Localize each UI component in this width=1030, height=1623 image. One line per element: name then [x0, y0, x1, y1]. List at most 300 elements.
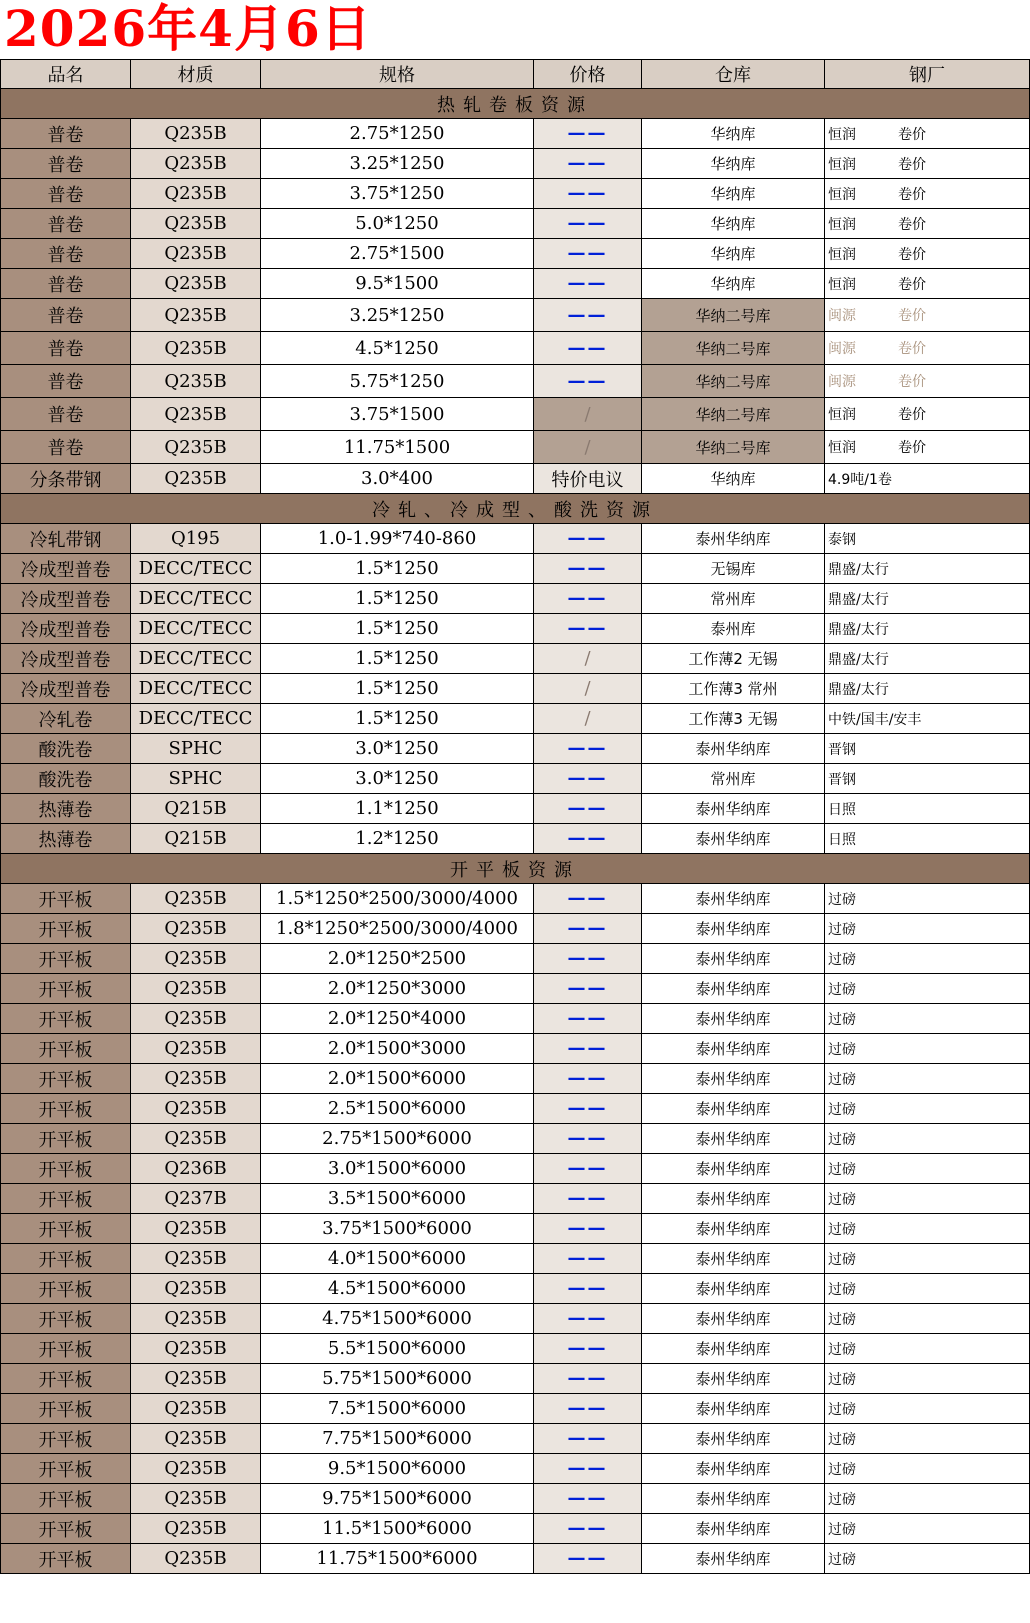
mill-cell — [825, 149, 1030, 179]
material-cell: Q235B — [131, 944, 261, 974]
price-cell — [534, 884, 642, 914]
table-row — [1, 1154, 1030, 1184]
table-row — [1, 584, 1030, 614]
mill-name: 鼎盛/太行 — [828, 561, 889, 578]
price-cell — [534, 1124, 642, 1154]
price-cell — [534, 914, 642, 944]
material-cell: SPHC — [131, 734, 261, 764]
mill-name: 闽源 — [828, 341, 856, 357]
price-value: —— — [567, 768, 608, 789]
price-cell — [534, 1154, 642, 1184]
price-cell — [534, 269, 642, 299]
price-value: —— — [567, 1068, 608, 1089]
mill-cell — [825, 1364, 1030, 1394]
spec-cell: 1.5*1250 — [261, 614, 534, 644]
product-name-cell: 酸洗卷 — [1, 734, 131, 764]
price-value: / — [584, 436, 591, 458]
price-cell — [534, 704, 642, 734]
mill-name: 过磅 — [828, 1431, 856, 1448]
price-cell — [534, 1034, 642, 1064]
table-row — [1, 179, 1030, 209]
material-cell: Q235B — [131, 209, 261, 239]
mill-name: 过磅 — [828, 1101, 856, 1118]
mill-cell — [825, 239, 1030, 269]
material-cell: DECC/TECC — [131, 554, 261, 584]
warehouse-cell: 泰州华纳库 — [642, 1304, 825, 1334]
price-cell — [534, 398, 642, 431]
price-cell — [534, 332, 642, 365]
spec-cell: 1.5*1250 — [261, 554, 534, 584]
material-cell: Q235B — [131, 1424, 261, 1454]
spec-cell: 11.75*1500*6000 — [261, 1544, 534, 1574]
table-row — [1, 365, 1030, 398]
product-name-cell: 开平板 — [1, 1214, 131, 1244]
price-value: —— — [567, 978, 608, 999]
table-row — [1, 1184, 1030, 1214]
warehouse-cell: 工作薄2 无锡 — [642, 644, 825, 674]
mill-cell — [825, 398, 1030, 431]
warehouse-cell: 华纳库 — [642, 119, 825, 149]
table-row — [1, 794, 1030, 824]
mill-name: 恒润 — [828, 156, 856, 173]
product-name-cell: 开平板 — [1, 1064, 131, 1094]
price-value: —— — [567, 528, 608, 549]
material-cell: Q235B — [131, 1094, 261, 1124]
product-name-cell: 热薄卷 — [1, 824, 131, 854]
header-cell-spec: 规格 — [261, 60, 534, 89]
price-cell — [534, 524, 642, 554]
header-cell-mill: 钢厂 — [825, 60, 1030, 89]
price-value: —— — [567, 1518, 608, 1539]
spec-cell: 9.5*1500 — [261, 269, 534, 299]
table-row — [1, 974, 1030, 1004]
section-row — [1, 854, 1030, 884]
table-row — [1, 398, 1030, 431]
price-cell — [534, 614, 642, 644]
price-cell — [534, 1514, 642, 1544]
spec-cell: 1.2*1250 — [261, 824, 534, 854]
warehouse-cell: 泰州华纳库 — [642, 1214, 825, 1244]
spec-cell: 5.75*1500*6000 — [261, 1364, 534, 1394]
material-cell: Q235B — [131, 464, 261, 494]
section-title: 开平板资源 — [1, 854, 1030, 884]
mill-cell — [825, 1424, 1030, 1454]
spec-cell: 3.75*1500*6000 — [261, 1214, 534, 1244]
product-name-cell: 普卷 — [1, 365, 131, 398]
mill-name: 过磅 — [828, 1371, 856, 1388]
mill-name: 过磅 — [828, 1221, 856, 1238]
price-value: —— — [567, 1008, 608, 1029]
price-value: / — [584, 708, 591, 729]
warehouse-cell: 无锡库 — [642, 554, 825, 584]
header-row — [1, 60, 1030, 89]
price-value: —— — [567, 828, 608, 849]
table-row — [1, 764, 1030, 794]
product-name-cell: 开平板 — [1, 1244, 131, 1274]
mill-name: 过磅 — [828, 1161, 856, 1178]
product-name-cell: 普卷 — [1, 269, 131, 299]
table-row — [1, 1484, 1030, 1514]
spec-cell: 3.75*1500 — [261, 398, 534, 431]
price-cell — [534, 209, 642, 239]
mill-name: 过磅 — [828, 1461, 856, 1478]
page-title: 2026年4月6日 — [4, 0, 372, 58]
mill-cell — [825, 764, 1030, 794]
table-row — [1, 674, 1030, 704]
price-value: —— — [567, 1488, 608, 1509]
warehouse-cell: 工作薄3 无锡 — [642, 704, 825, 734]
section-title: 热轧卷板资源 — [1, 89, 1030, 119]
price-cell — [534, 1484, 642, 1514]
mill-cell — [825, 1154, 1030, 1184]
table-row — [1, 704, 1030, 734]
warehouse-cell: 华纳库 — [642, 239, 825, 269]
mill-cell — [825, 824, 1030, 854]
price-cell — [534, 1394, 642, 1424]
price-table-body — [1, 60, 1030, 1574]
section-row — [1, 494, 1030, 524]
product-name-cell: 分条带钢 — [1, 464, 131, 494]
spec-cell: 1.5*1250 — [261, 584, 534, 614]
warehouse-cell: 常州库 — [642, 764, 825, 794]
mill-name: 过磅 — [828, 1041, 856, 1058]
product-name-cell: 冷成型普卷 — [1, 584, 131, 614]
spec-cell: 3.0*400 — [261, 464, 534, 494]
price-cell — [534, 644, 642, 674]
product-name-cell: 冷轧带钢 — [1, 524, 131, 554]
material-cell: Q235B — [131, 1454, 261, 1484]
table-row — [1, 1004, 1030, 1034]
price-value: —— — [567, 1128, 608, 1149]
warehouse-cell: 华纳库 — [642, 269, 825, 299]
header-cell-name: 品名 — [1, 60, 131, 89]
mill-name: 过磅 — [828, 1551, 856, 1568]
table-row — [1, 524, 1030, 554]
product-name-cell: 开平板 — [1, 1094, 131, 1124]
warehouse-cell: 华纳二号库 — [642, 365, 825, 398]
product-name-cell: 开平板 — [1, 1274, 131, 1304]
price-value: —— — [567, 304, 608, 326]
product-name-cell: 开平板 — [1, 1304, 131, 1334]
price-value: —— — [567, 1548, 608, 1569]
price-value: —— — [567, 1428, 608, 1449]
spec-cell: 4.5*1500*6000 — [261, 1274, 534, 1304]
table-row — [1, 1064, 1030, 1094]
mill-name: 晋钢 — [828, 741, 856, 758]
spec-cell: 11.5*1500*6000 — [261, 1514, 534, 1544]
price-cell — [534, 974, 642, 1004]
product-name-cell: 冷成型普卷 — [1, 554, 131, 584]
product-name-cell: 冷成型普卷 — [1, 674, 131, 704]
spec-cell: 2.0*1250*4000 — [261, 1004, 534, 1034]
mill-name: 恒润 — [828, 276, 856, 293]
table-row — [1, 239, 1030, 269]
material-cell: Q236B — [131, 1154, 261, 1184]
product-name-cell: 开平板 — [1, 1334, 131, 1364]
price-type-note: 卷价 — [898, 276, 926, 293]
material-cell: Q235B — [131, 884, 261, 914]
material-cell: Q215B — [131, 824, 261, 854]
warehouse-cell: 华纳二号库 — [642, 431, 825, 464]
mill-cell — [825, 554, 1030, 584]
price-value: —— — [567, 123, 608, 144]
price-value: —— — [567, 1278, 608, 1299]
mill-cell — [825, 914, 1030, 944]
material-cell: Q235B — [131, 239, 261, 269]
material-cell: Q235B — [131, 1124, 261, 1154]
mill-cell — [825, 1184, 1030, 1214]
price-type-note: 卷价 — [898, 186, 926, 203]
table-row — [1, 1514, 1030, 1544]
product-name-cell: 开平板 — [1, 1454, 131, 1484]
mill-cell — [825, 1334, 1030, 1364]
price-cell — [534, 944, 642, 974]
table-row — [1, 1214, 1030, 1244]
mill-cell — [825, 1454, 1030, 1484]
mill-name: 闽源 — [828, 374, 856, 390]
warehouse-cell: 泰州华纳库 — [642, 1424, 825, 1454]
mill-name: 过磅 — [828, 1341, 856, 1358]
price-value: —— — [567, 1038, 608, 1059]
mill-cell — [825, 1094, 1030, 1124]
mill-name: 晋钢 — [828, 771, 856, 788]
mill-cell — [825, 674, 1030, 704]
warehouse-cell: 泰州华纳库 — [642, 824, 825, 854]
mill-name: 过磅 — [828, 1251, 856, 1268]
price-value: / — [584, 403, 591, 425]
price-cell — [534, 674, 642, 704]
material-cell: Q235B — [131, 1364, 261, 1394]
price-value: —— — [567, 1458, 608, 1479]
price-value: —— — [567, 918, 608, 939]
price-type-note: 卷价 — [898, 216, 926, 233]
mill-cell — [825, 944, 1030, 974]
price-type-note: 卷价 — [898, 374, 926, 390]
price-cell — [534, 239, 642, 269]
product-name-cell: 热薄卷 — [1, 794, 131, 824]
spec-cell: 7.5*1500*6000 — [261, 1394, 534, 1424]
mill-cell — [825, 734, 1030, 764]
mill-cell — [825, 464, 1030, 494]
warehouse-cell: 华纳二号库 — [642, 398, 825, 431]
price-value: —— — [567, 337, 608, 359]
mill-name: 过磅 — [828, 951, 856, 968]
table-row — [1, 944, 1030, 974]
spec-cell: 2.0*1500*6000 — [261, 1064, 534, 1094]
mill-cell — [825, 884, 1030, 914]
price-cell — [534, 1544, 642, 1574]
spec-cell: 1.0-1.99*740-860 — [261, 524, 534, 554]
mill-name: 过磅 — [828, 1011, 856, 1028]
price-type-note: 卷价 — [898, 246, 926, 263]
mill-name: 过磅 — [828, 1401, 856, 1418]
mill-cell — [825, 794, 1030, 824]
spec-cell: 9.5*1500*6000 — [261, 1454, 534, 1484]
mill-cell — [825, 704, 1030, 734]
section-title: 冷轧、冷成型、酸洗资源 — [1, 494, 1030, 524]
price-cell — [534, 1094, 642, 1124]
mill-name: 过磅 — [828, 1071, 856, 1088]
section-row — [1, 89, 1030, 119]
material-cell: Q215B — [131, 794, 261, 824]
price-type-note: 卷价 — [898, 440, 926, 456]
mill-name: 过磅 — [828, 1131, 856, 1148]
warehouse-cell: 华纳库 — [642, 149, 825, 179]
spec-cell: 1.5*1250*2500/3000/4000 — [261, 884, 534, 914]
material-cell: Q235B — [131, 1004, 261, 1034]
spec-cell: 2.0*1250*2500 — [261, 944, 534, 974]
product-name-cell: 开平板 — [1, 1034, 131, 1064]
product-name-cell: 普卷 — [1, 149, 131, 179]
price-cell — [534, 299, 642, 332]
product-name-cell: 开平板 — [1, 1184, 131, 1214]
price-type-note: 卷价 — [898, 407, 926, 423]
material-cell: Q235B — [131, 1304, 261, 1334]
mill-cell — [825, 1304, 1030, 1334]
mill-cell — [825, 1034, 1030, 1064]
price-value: —— — [567, 370, 608, 392]
product-name-cell: 开平板 — [1, 1544, 131, 1574]
product-name-cell: 普卷 — [1, 179, 131, 209]
material-cell: Q235B — [131, 1484, 261, 1514]
mill-name: 恒润 — [828, 216, 856, 233]
price-value: —— — [567, 153, 608, 174]
material-cell: Q235B — [131, 1334, 261, 1364]
price-value: —— — [567, 888, 608, 909]
price-cell — [534, 1274, 642, 1304]
mill-cell — [825, 644, 1030, 674]
price-cell — [534, 1064, 642, 1094]
mill-name: 恒润 — [828, 407, 856, 423]
price-cell — [534, 1214, 642, 1244]
spec-cell: 4.5*1250 — [261, 332, 534, 365]
price-type-note: 卷价 — [898, 308, 926, 324]
mill-name: 日照 — [828, 801, 856, 818]
mill-cell — [825, 179, 1030, 209]
table-row — [1, 299, 1030, 332]
mill-cell — [825, 1064, 1030, 1094]
price-value: —— — [567, 1218, 608, 1239]
mill-name: 过磅 — [828, 1491, 856, 1508]
price-value: —— — [567, 1158, 608, 1179]
header-cell-price: 价格 — [534, 60, 642, 89]
table-row — [1, 332, 1030, 365]
spec-cell: 2.75*1250 — [261, 119, 534, 149]
price-value: —— — [567, 273, 608, 294]
price-value: —— — [567, 558, 608, 579]
table-row — [1, 1274, 1030, 1304]
table-row — [1, 149, 1030, 179]
mill-cell — [825, 1274, 1030, 1304]
price-cell — [534, 179, 642, 209]
material-cell: Q235B — [131, 269, 261, 299]
mill-name: 泰钢 — [828, 531, 856, 548]
warehouse-cell: 泰州华纳库 — [642, 794, 825, 824]
product-name-cell: 冷成型普卷 — [1, 614, 131, 644]
price-cell — [534, 1454, 642, 1484]
table-row — [1, 119, 1030, 149]
material-cell: Q235B — [131, 365, 261, 398]
warehouse-cell: 常州库 — [642, 584, 825, 614]
mill-name: 鼎盛/太行 — [828, 591, 889, 608]
price-cell — [534, 734, 642, 764]
price-value: —— — [567, 1338, 608, 1359]
product-name-cell: 开平板 — [1, 974, 131, 1004]
warehouse-cell: 泰州华纳库 — [642, 1514, 825, 1544]
header-cell-material: 材质 — [131, 60, 261, 89]
mill-cell — [825, 1544, 1030, 1574]
product-name-cell: 普卷 — [1, 431, 131, 464]
table-row — [1, 644, 1030, 674]
price-value: / — [584, 678, 591, 699]
spec-cell: 4.0*1500*6000 — [261, 1244, 534, 1274]
header-cell-warehouse: 仓库 — [642, 60, 825, 89]
material-cell: Q235B — [131, 1244, 261, 1274]
spec-cell: 4.75*1500*6000 — [261, 1304, 534, 1334]
mill-name: 过磅 — [828, 1311, 856, 1328]
mill-cell — [825, 365, 1030, 398]
price-cell — [534, 554, 642, 584]
mill-name: 过磅 — [828, 921, 856, 938]
mill-name: 恒润 — [828, 186, 856, 203]
mill-cell — [825, 1004, 1030, 1034]
material-cell: Q235B — [131, 119, 261, 149]
warehouse-cell: 华纳二号库 — [642, 332, 825, 365]
product-name-cell: 开平板 — [1, 1424, 131, 1454]
price-type-note: 卷价 — [898, 156, 926, 173]
warehouse-cell: 泰州华纳库 — [642, 974, 825, 1004]
mill-name: 中铁/国丰/安丰 — [828, 711, 922, 728]
material-cell: Q235B — [131, 179, 261, 209]
mill-name: 恒润 — [828, 126, 856, 143]
spec-cell: 3.75*1250 — [261, 179, 534, 209]
material-cell: Q235B — [131, 1544, 261, 1574]
price-cell — [534, 1184, 642, 1214]
price-cell — [534, 464, 642, 494]
mill-cell — [825, 332, 1030, 365]
warehouse-cell: 泰州华纳库 — [642, 1124, 825, 1154]
mill-name: 鼎盛/太行 — [828, 621, 889, 638]
material-cell: Q235B — [131, 1214, 261, 1244]
table-row — [1, 1124, 1030, 1154]
spec-cell: 3.0*1500*6000 — [261, 1154, 534, 1184]
warehouse-cell: 泰州华纳库 — [642, 944, 825, 974]
table-row — [1, 1454, 1030, 1484]
warehouse-cell: 泰州华纳库 — [642, 734, 825, 764]
table-row — [1, 824, 1030, 854]
table-row — [1, 554, 1030, 584]
mill-cell — [825, 1124, 1030, 1154]
product-name-cell: 开平板 — [1, 1394, 131, 1424]
warehouse-cell: 工作薄3 常州 — [642, 674, 825, 704]
spec-cell: 5.0*1250 — [261, 209, 534, 239]
material-cell: Q235B — [131, 914, 261, 944]
spec-cell: 2.0*1250*3000 — [261, 974, 534, 1004]
warehouse-cell: 泰州华纳库 — [642, 1274, 825, 1304]
price-cell — [534, 431, 642, 464]
material-cell: DECC/TECC — [131, 674, 261, 704]
warehouse-cell: 泰州华纳库 — [642, 1454, 825, 1484]
spec-cell: 2.75*1500 — [261, 239, 534, 269]
mill-cell — [825, 1244, 1030, 1274]
price-type-note: 卷价 — [898, 341, 926, 357]
price-value: —— — [567, 588, 608, 609]
spec-cell: 9.75*1500*6000 — [261, 1484, 534, 1514]
mill-cell — [825, 269, 1030, 299]
price-table — [0, 59, 1030, 1574]
price-value: —— — [567, 798, 608, 819]
material-cell: Q235B — [131, 1514, 261, 1544]
